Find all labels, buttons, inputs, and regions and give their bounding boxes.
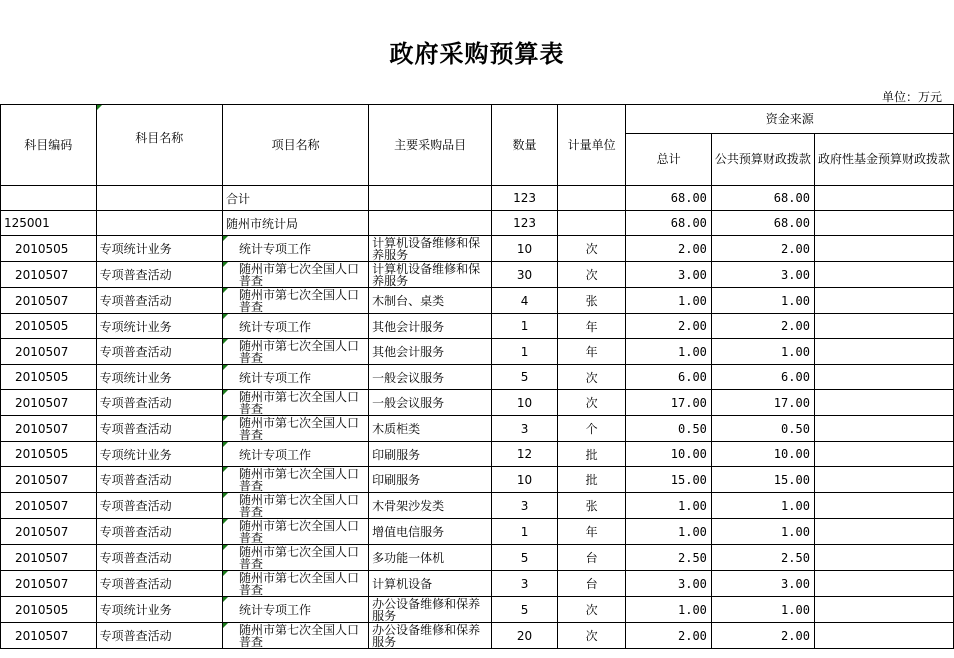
- cell-project: 统计专项工作: [223, 365, 369, 390]
- cell-measure: 个: [557, 416, 626, 442]
- header-code: 科目编码: [1, 105, 97, 186]
- cell-measure: 台: [557, 545, 626, 571]
- header-public: 公共预算财政拨款: [711, 134, 814, 186]
- cell-public: 1.00: [711, 519, 814, 545]
- cell-qty: 123: [492, 186, 558, 211]
- cell-gov-fund: [814, 339, 953, 365]
- page-title: 政府采购预算表: [389, 39, 565, 68]
- cell-measure: 次: [557, 365, 626, 390]
- budget-table: [0, 104, 954, 649]
- cell-qty: 1: [492, 314, 558, 339]
- cell-code: 2010505: [1, 314, 97, 339]
- cell-total: 68.00: [626, 186, 711, 211]
- cell-public: 2.00: [711, 314, 814, 339]
- table-row: [1, 519, 954, 545]
- cell-public: 3.00: [711, 571, 814, 597]
- cell-project: 随州市第七次全国人口普查: [223, 519, 369, 545]
- cell-project: 统计专项工作: [223, 314, 369, 339]
- cell-subject: 专项统计业务: [96, 442, 222, 467]
- unit-label: 单位：万元: [881, 90, 942, 104]
- cell-measure: [557, 211, 626, 236]
- cell-item: 其他会计服务: [369, 339, 492, 365]
- cell-qty: 4: [492, 288, 558, 314]
- cell-project: 随州市第七次全国人口普查: [223, 493, 369, 519]
- cell-qty: 5: [492, 597, 558, 623]
- cell-subject: 专项普查活动: [96, 545, 222, 571]
- cell-measure: 批: [557, 467, 626, 493]
- cell-subject: 专项普查活动: [96, 339, 222, 365]
- cell-qty: 123: [492, 211, 558, 236]
- cell-measure: 年: [557, 314, 626, 339]
- table-row: [1, 390, 954, 416]
- cell-project: 统计专项工作: [223, 442, 369, 467]
- cell-qty: 1: [492, 339, 558, 365]
- cell-gov-fund: [814, 493, 953, 519]
- cell-measure: 年: [557, 519, 626, 545]
- header-item: 主要采购品目: [369, 105, 492, 186]
- table-row: [1, 186, 954, 211]
- cell-gov-fund: [814, 571, 953, 597]
- cell-qty: 12: [492, 442, 558, 467]
- cell-project: 随州市统计局: [223, 211, 369, 236]
- cell-item: 计算机设备维修和保养服务: [369, 236, 492, 262]
- cell-gov-fund: [814, 365, 953, 390]
- cell-total: 3.00: [626, 571, 711, 597]
- cell-subject: 专项普查活动: [96, 262, 222, 288]
- cell-qty: 10: [492, 390, 558, 416]
- cell-gov-fund: [814, 288, 953, 314]
- cell-total: 6.00: [626, 365, 711, 390]
- cell-item: 一般会议服务: [369, 365, 492, 390]
- table-row: [1, 545, 954, 571]
- header-qty: 数量: [492, 105, 558, 186]
- cell-item: [369, 186, 492, 211]
- cell-total: 15.00: [626, 467, 711, 493]
- cell-measure: 次: [557, 236, 626, 262]
- cell-qty: 3: [492, 493, 558, 519]
- table-row: [1, 211, 954, 236]
- cell-total: 10.00: [626, 442, 711, 467]
- cell-total: 2.00: [626, 236, 711, 262]
- cell-subject: 专项普查活动: [96, 493, 222, 519]
- cell-gov-fund: [814, 236, 953, 262]
- cell-qty: 30: [492, 262, 558, 288]
- cell-gov-fund: [814, 416, 953, 442]
- cell-item: 印刷服务: [369, 442, 492, 467]
- header-gov-fund: 政府性基金预算财政拨款: [814, 134, 953, 186]
- header-measure: 计量单位: [557, 105, 626, 186]
- table-row: [1, 365, 954, 390]
- cell-measure: 张: [557, 493, 626, 519]
- cell-subject: 专项普查活动: [96, 390, 222, 416]
- cell-code: 2010505: [1, 365, 97, 390]
- cell-project: 随州市第七次全国人口普查: [223, 623, 369, 649]
- cell-code: 2010507: [1, 262, 97, 288]
- cell-item: 一般会议服务: [369, 390, 492, 416]
- cell-item: [369, 211, 492, 236]
- cell-subject: 专项统计业务: [96, 314, 222, 339]
- cell-subject: 专项统计业务: [96, 365, 222, 390]
- cell-code: 125001: [1, 211, 97, 236]
- table-row: [1, 623, 954, 649]
- cell-item: 多功能一体机: [369, 545, 492, 571]
- cell-qty: 1: [492, 519, 558, 545]
- header-funding: 资金来源: [626, 105, 954, 134]
- cell-gov-fund: [814, 545, 953, 571]
- cell-subject: 专项普查活动: [96, 288, 222, 314]
- cell-qty: 20: [492, 623, 558, 649]
- cell-gov-fund: [814, 211, 953, 236]
- cell-code: [1, 186, 97, 211]
- table-row: [1, 442, 954, 467]
- cell-code: 2010507: [1, 288, 97, 314]
- cell-qty: 10: [492, 467, 558, 493]
- cell-project: 合计: [223, 186, 369, 211]
- cell-public: 0.50: [711, 416, 814, 442]
- cell-code: 2010507: [1, 623, 97, 649]
- cell-subject: [96, 186, 222, 211]
- cell-qty: 5: [492, 365, 558, 390]
- cell-total: 2.00: [626, 314, 711, 339]
- cell-project: 随州市第七次全国人口普查: [223, 467, 369, 493]
- cell-public: 15.00: [711, 467, 814, 493]
- cell-measure: 张: [557, 288, 626, 314]
- cell-item: 木制台、桌类: [369, 288, 492, 314]
- table-row: [1, 236, 954, 262]
- cell-code: 2010507: [1, 545, 97, 571]
- cell-project: 随州市第七次全国人口普查: [223, 390, 369, 416]
- cell-public: 2.00: [711, 236, 814, 262]
- cell-code: 2010507: [1, 339, 97, 365]
- cell-measure: 年: [557, 339, 626, 365]
- table-row: [1, 262, 954, 288]
- cell-public: 1.00: [711, 493, 814, 519]
- cell-subject: 专项普查活动: [96, 571, 222, 597]
- cell-total: 17.00: [626, 390, 711, 416]
- cell-gov-fund: [814, 262, 953, 288]
- cell-code: 2010507: [1, 519, 97, 545]
- cell-gov-fund: [814, 519, 953, 545]
- table-row: [1, 467, 954, 493]
- cell-project: 统计专项工作: [223, 236, 369, 262]
- cell-public: 2.00: [711, 623, 814, 649]
- cell-qty: 5: [492, 545, 558, 571]
- cell-code: 2010505: [1, 597, 97, 623]
- table-row: [1, 339, 954, 365]
- cell-public: 10.00: [711, 442, 814, 467]
- header-project: 项目名称: [223, 105, 369, 186]
- cell-subject: [96, 211, 222, 236]
- cell-total: 3.00: [626, 262, 711, 288]
- cell-code: 2010507: [1, 467, 97, 493]
- cell-public: 3.00: [711, 262, 814, 288]
- cell-total: 1.00: [626, 339, 711, 365]
- cell-project: 随州市第七次全国人口普查: [223, 288, 369, 314]
- cell-qty: 3: [492, 571, 558, 597]
- cell-measure: 批: [557, 442, 626, 467]
- table-row: [1, 493, 954, 519]
- cell-code: 2010505: [1, 236, 97, 262]
- cell-gov-fund: [814, 623, 953, 649]
- cell-public: 1.00: [711, 339, 814, 365]
- cell-subject: 专项普查活动: [96, 623, 222, 649]
- cell-item: 木骨架沙发类: [369, 493, 492, 519]
- table-row: [1, 314, 954, 339]
- cell-code: 2010507: [1, 390, 97, 416]
- cell-subject: 专项统计业务: [96, 597, 222, 623]
- cell-subject: 专项普查活动: [96, 519, 222, 545]
- cell-measure: 次: [557, 597, 626, 623]
- cell-gov-fund: [814, 186, 953, 211]
- cell-subject: 专项统计业务: [96, 236, 222, 262]
- cell-total: 1.00: [626, 597, 711, 623]
- table-row: [1, 288, 954, 314]
- cell-public: 68.00: [711, 186, 814, 211]
- header-subject: 科目名称: [96, 105, 222, 186]
- cell-measure: 次: [557, 623, 626, 649]
- cell-public: 68.00: [711, 211, 814, 236]
- cell-code: 2010507: [1, 416, 97, 442]
- header-total: 总计: [626, 134, 711, 186]
- cell-item: 计算机设备: [369, 571, 492, 597]
- cell-subject: 专项普查活动: [96, 467, 222, 493]
- cell-project: 随州市第七次全国人口普查: [223, 545, 369, 571]
- cell-measure: 次: [557, 390, 626, 416]
- cell-project: 统计专项工作: [223, 597, 369, 623]
- cell-item: 办公设备维修和保养服务: [369, 597, 492, 623]
- cell-total: 2.50: [626, 545, 711, 571]
- cell-code: 2010505: [1, 442, 97, 467]
- cell-public: 1.00: [711, 288, 814, 314]
- cell-gov-fund: [814, 467, 953, 493]
- cell-total: 1.00: [626, 519, 711, 545]
- cell-measure: [557, 186, 626, 211]
- cell-qty: 10: [492, 236, 558, 262]
- cell-code: 2010507: [1, 571, 97, 597]
- table-row: [1, 597, 954, 623]
- cell-item: 木质柜类: [369, 416, 492, 442]
- cell-gov-fund: [814, 442, 953, 467]
- cell-total: 68.00: [626, 211, 711, 236]
- cell-project: 随州市第七次全国人口普查: [223, 571, 369, 597]
- cell-project: 随州市第七次全国人口普查: [223, 262, 369, 288]
- cell-public: 17.00: [711, 390, 814, 416]
- cell-project: 随州市第七次全国人口普查: [223, 339, 369, 365]
- table-row: [1, 571, 954, 597]
- cell-gov-fund: [814, 597, 953, 623]
- cell-measure: 台: [557, 571, 626, 597]
- cell-gov-fund: [814, 390, 953, 416]
- cell-code: 2010507: [1, 493, 97, 519]
- cell-total: 2.00: [626, 623, 711, 649]
- cell-total: 1.00: [626, 493, 711, 519]
- cell-item: 印刷服务: [369, 467, 492, 493]
- table-row: [1, 416, 954, 442]
- cell-total: 0.50: [626, 416, 711, 442]
- cell-project: 随州市第七次全国人口普查: [223, 416, 369, 442]
- cell-public: 2.50: [711, 545, 814, 571]
- cell-public: 1.00: [711, 597, 814, 623]
- cell-subject: 专项普查活动: [96, 416, 222, 442]
- cell-public: 6.00: [711, 365, 814, 390]
- cell-item: 办公设备维修和保养服务: [369, 623, 492, 649]
- cell-gov-fund: [814, 314, 953, 339]
- cell-item: 计算机设备维修和保养服务: [369, 262, 492, 288]
- cell-item: 其他会计服务: [369, 314, 492, 339]
- cell-measure: 次: [557, 262, 626, 288]
- cell-item: 增值电信服务: [369, 519, 492, 545]
- cell-total: 1.00: [626, 288, 711, 314]
- cell-qty: 3: [492, 416, 558, 442]
